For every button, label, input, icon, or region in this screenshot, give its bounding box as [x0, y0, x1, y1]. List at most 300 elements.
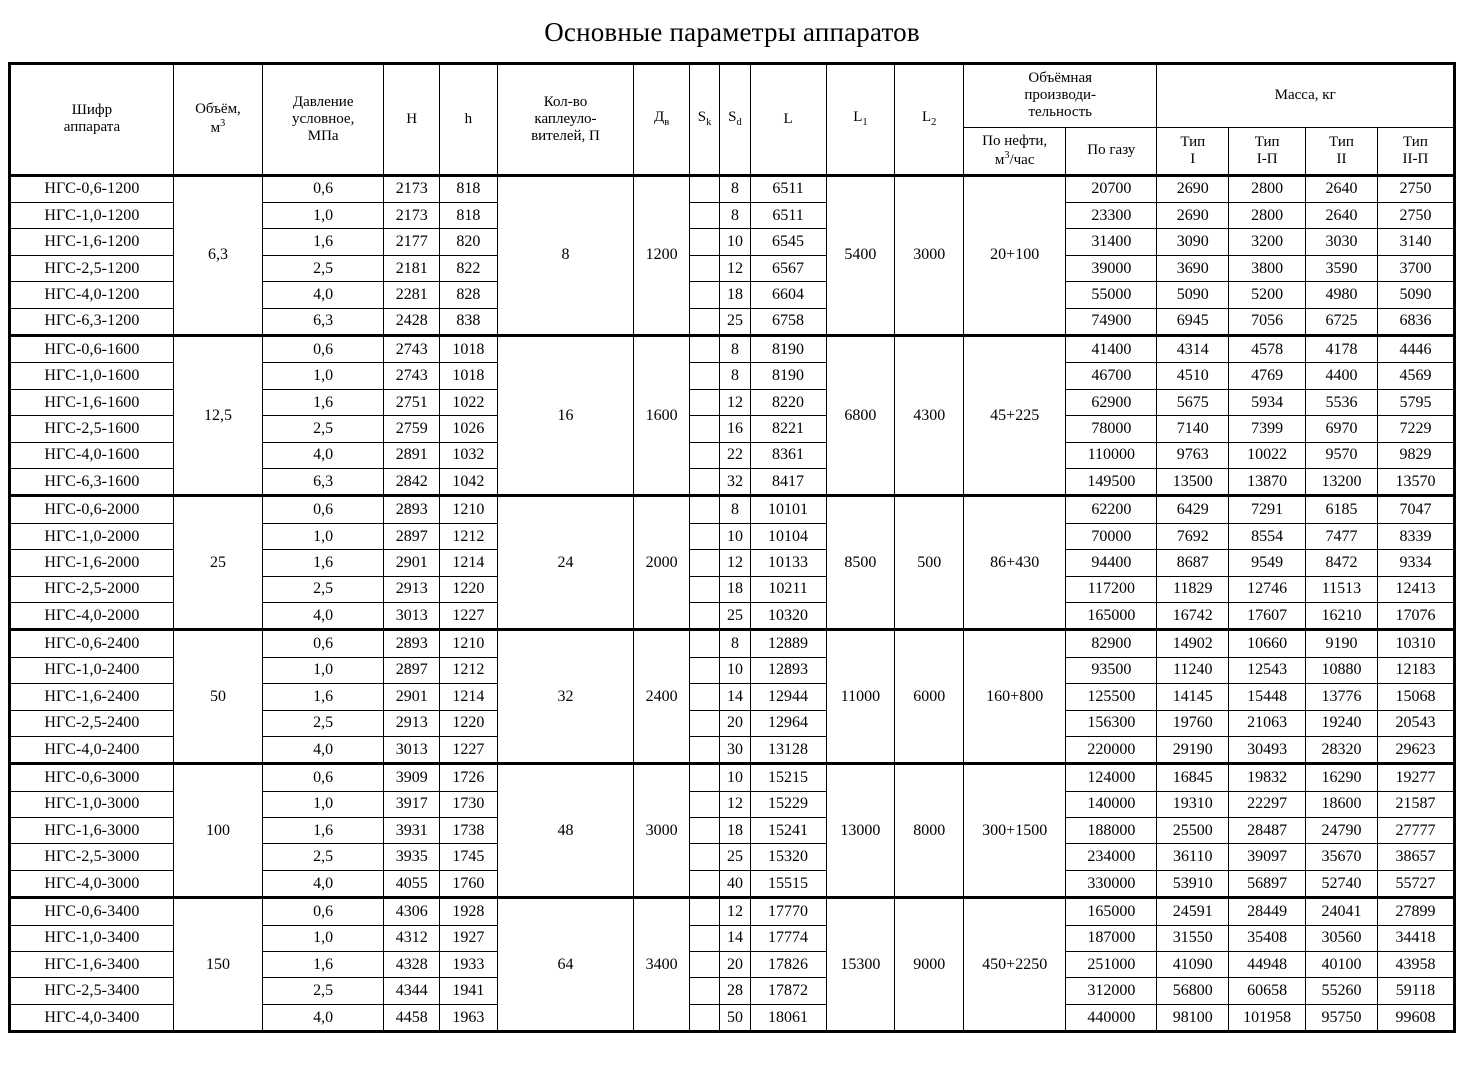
cell-capacity-by-gas: 74900 [1066, 308, 1157, 335]
cell-L: 12889 [750, 630, 826, 657]
cell-L2: 6000 [895, 630, 964, 764]
cell-capacity-by-gas: 149500 [1066, 468, 1157, 495]
cell-droplet-count: 8 [497, 175, 634, 335]
cell-mass-type-2p: 12183 [1377, 657, 1454, 683]
cell-mass-type-2: 6725 [1306, 308, 1378, 335]
cell-capacity-by-gas: 440000 [1066, 1004, 1157, 1031]
cell-mass-type-1: 14902 [1157, 630, 1229, 657]
cell-Sd: 8 [720, 336, 750, 363]
header-droplet-count: Кол-во каплеуло- вителей, П [497, 63, 634, 175]
cell-mass-type-2p: 3140 [1377, 229, 1454, 255]
cell-Sd: 8 [720, 175, 750, 202]
cell-droplet-count: 24 [497, 496, 634, 630]
cell-mass-type-2: 11513 [1306, 576, 1378, 602]
cell-L: 8190 [750, 336, 826, 363]
cell-mass-type-2p: 27777 [1377, 818, 1454, 844]
cell-L: 15241 [750, 818, 826, 844]
table-row [10, 336, 1455, 363]
cell-mass-type-1: 31550 [1157, 925, 1229, 951]
cell-mass-type-1: 29190 [1157, 736, 1229, 763]
cell-mass-type-1: 36110 [1157, 844, 1229, 870]
cell-mass-type-2p: 38657 [1377, 844, 1454, 870]
cell-Sd: 8 [720, 496, 750, 523]
cell-capacity-by-gas: 62200 [1066, 496, 1157, 523]
cell-h: 1941 [440, 978, 498, 1004]
cell-Sk [689, 468, 719, 495]
cell-mass-type-1p: 7056 [1229, 308, 1306, 335]
cell-L: 10104 [750, 523, 826, 549]
cell-h: 1212 [440, 657, 498, 683]
cell-h: 1212 [440, 523, 498, 549]
header-Sd: $S_d$ [720, 63, 750, 175]
table-header [10, 63, 1455, 175]
cell-mass-type-2: 30560 [1306, 925, 1378, 951]
cell-h: 1227 [440, 736, 498, 763]
cell-Sk [689, 576, 719, 602]
cell-L2: 8000 [895, 764, 964, 898]
cell-mass-type-1p: 21063 [1229, 710, 1306, 736]
cell-L: 6511 [750, 175, 826, 202]
cell-mass-type-1p: 3800 [1229, 255, 1306, 281]
cell-apparatus-code: НГС-2,5-2000 [10, 576, 174, 602]
cell-Dv: 1600 [634, 336, 690, 496]
cell-apparatus-code: НГС-2,5-1600 [10, 416, 174, 442]
header-mass-type-2p: Тип II-П [1377, 127, 1454, 175]
cell-capacity-by-gas: 165000 [1066, 602, 1157, 629]
cell-capacity-by-gas: 94400 [1066, 550, 1157, 576]
cell-mass-type-1p: 22297 [1229, 791, 1306, 817]
cell-mass-type-2: 2640 [1306, 203, 1378, 229]
cell-mass-type-2: 24041 [1306, 898, 1378, 925]
cell-H: 3935 [384, 844, 440, 870]
cell-Sk [689, 336, 719, 363]
cell-pressure: 0,6 [262, 898, 383, 925]
cell-H: 2897 [384, 657, 440, 683]
cell-mass-type-2: 10880 [1306, 657, 1378, 683]
cell-Sd: 40 [720, 870, 750, 897]
cell-H: 2893 [384, 630, 440, 657]
cell-Sd: 14 [720, 925, 750, 951]
cell-H: 2901 [384, 550, 440, 576]
cell-pressure: 1,0 [262, 791, 383, 817]
header-h: h [440, 63, 498, 175]
cell-H: 2913 [384, 710, 440, 736]
table-row [10, 764, 1455, 791]
cell-capacity-by-gas: 187000 [1066, 925, 1157, 951]
cell-Sk [689, 389, 719, 415]
cell-mass-type-2p: 2750 [1377, 203, 1454, 229]
cell-mass-type-1: 5090 [1157, 282, 1229, 308]
cell-apparatus-code: НГС-1,6-1600 [10, 389, 174, 415]
cell-Sd: 28 [720, 978, 750, 1004]
cell-mass-type-2: 18600 [1306, 791, 1378, 817]
table-body [10, 175, 1455, 1032]
cell-mass-type-1: 6945 [1157, 308, 1229, 335]
cell-L: 8190 [750, 363, 826, 389]
cell-pressure: 6,3 [262, 468, 383, 495]
cell-h: 1220 [440, 710, 498, 736]
cell-h: 1018 [440, 363, 498, 389]
cell-mass-type-2: 5536 [1306, 389, 1378, 415]
cell-apparatus-code: НГС-1,0-1200 [10, 203, 174, 229]
cell-H: 3931 [384, 818, 440, 844]
cell-Sk [689, 898, 719, 925]
cell-Sd: 8 [720, 203, 750, 229]
cell-L: 15215 [750, 764, 826, 791]
cell-mass-type-1: 19310 [1157, 791, 1229, 817]
cell-volume: 6,3 [173, 175, 262, 335]
cell-L: 8361 [750, 442, 826, 468]
cell-mass-type-2p: 21587 [1377, 791, 1454, 817]
cell-h: 1738 [440, 818, 498, 844]
cell-Sd: 25 [720, 602, 750, 629]
cell-pressure: 2,5 [262, 576, 383, 602]
cell-h: 820 [440, 229, 498, 255]
cell-capacity-by-gas: 20700 [1066, 175, 1157, 202]
cell-Sd: 12 [720, 389, 750, 415]
cell-H: 4312 [384, 925, 440, 951]
cell-H: 2173 [384, 203, 440, 229]
cell-apparatus-code: НГС-2,5-2400 [10, 710, 174, 736]
cell-apparatus-code: НГС-0,6-2000 [10, 496, 174, 523]
cell-mass-type-2p: 99608 [1377, 1004, 1454, 1031]
cell-Sd: 8 [720, 363, 750, 389]
cell-h: 1018 [440, 336, 498, 363]
cell-mass-type-1: 16845 [1157, 764, 1229, 791]
cell-Sd: 10 [720, 229, 750, 255]
cell-L: 13128 [750, 736, 826, 763]
cell-h: 818 [440, 175, 498, 202]
cell-mass-type-2: 7477 [1306, 523, 1378, 549]
cell-mass-type-1: 4510 [1157, 363, 1229, 389]
cell-Sd: 12 [720, 791, 750, 817]
cell-pressure: 1,6 [262, 684, 383, 710]
cell-mass-type-1p: 4769 [1229, 363, 1306, 389]
cell-capacity-by-oil: 86+430 [964, 496, 1066, 630]
cell-Sk [689, 870, 719, 897]
cell-h: 1042 [440, 468, 498, 495]
cell-L: 18061 [750, 1004, 826, 1031]
cell-h: 1927 [440, 925, 498, 951]
cell-Sd: 25 [720, 844, 750, 870]
cell-apparatus-code: НГС-4,0-3400 [10, 1004, 174, 1031]
cell-mass-type-2: 4178 [1306, 336, 1378, 363]
cell-H: 2842 [384, 468, 440, 495]
cell-H: 3013 [384, 736, 440, 763]
cell-H: 2893 [384, 496, 440, 523]
cell-mass-type-1: 11829 [1157, 576, 1229, 602]
cell-h: 1730 [440, 791, 498, 817]
cell-h: 1214 [440, 550, 498, 576]
cell-mass-type-2p: 20543 [1377, 710, 1454, 736]
cell-capacity-by-gas: 220000 [1066, 736, 1157, 763]
cell-Sd: 25 [720, 308, 750, 335]
cell-mass-type-1p: 7399 [1229, 416, 1306, 442]
cell-mass-type-2p: 6836 [1377, 308, 1454, 335]
header-mass-type-1p: Тип I-П [1229, 127, 1306, 175]
cell-L1: 6800 [826, 336, 895, 496]
cell-capacity-by-gas: 234000 [1066, 844, 1157, 870]
cell-mass-type-2p: 9829 [1377, 442, 1454, 468]
cell-pressure: 1,0 [262, 203, 383, 229]
cell-capacity-by-gas: 62900 [1066, 389, 1157, 415]
cell-capacity-by-gas: 39000 [1066, 255, 1157, 281]
cell-h: 1760 [440, 870, 498, 897]
cell-L1: 15300 [826, 898, 895, 1032]
cell-mass-type-2: 6185 [1306, 496, 1378, 523]
cell-capacity-by-gas: 165000 [1066, 898, 1157, 925]
cell-mass-type-1: 98100 [1157, 1004, 1229, 1031]
cell-pressure: 0,6 [262, 175, 383, 202]
cell-mass-type-1: 6429 [1157, 496, 1229, 523]
cell-mass-type-2p: 5090 [1377, 282, 1454, 308]
header-L2: $L_2$ [895, 63, 964, 175]
cell-L: 12944 [750, 684, 826, 710]
cell-mass-type-1: 24591 [1157, 898, 1229, 925]
cell-apparatus-code: НГС-4,0-1200 [10, 282, 174, 308]
cell-apparatus-code: НГС-0,6-1600 [10, 336, 174, 363]
cell-h: 1220 [440, 576, 498, 602]
cell-L: 10320 [750, 602, 826, 629]
cell-mass-type-1p: 10022 [1229, 442, 1306, 468]
cell-H: 4055 [384, 870, 440, 897]
cell-L: 8221 [750, 416, 826, 442]
cell-L2: 500 [895, 496, 964, 630]
cell-mass-type-2: 52740 [1306, 870, 1378, 897]
cell-Sk [689, 630, 719, 657]
cell-capacity-by-gas: 125500 [1066, 684, 1157, 710]
cell-L1: 11000 [826, 630, 895, 764]
cell-apparatus-code: НГС-1,0-3000 [10, 791, 174, 817]
table-row [10, 630, 1455, 657]
cell-h: 828 [440, 282, 498, 308]
cell-L: 10133 [750, 550, 826, 576]
cell-H: 4306 [384, 898, 440, 925]
cell-H: 2173 [384, 175, 440, 202]
cell-L: 6511 [750, 203, 826, 229]
cell-mass-type-2: 2640 [1306, 175, 1378, 202]
cell-apparatus-code: НГС-6,3-1600 [10, 468, 174, 495]
cell-capacity-by-gas: 82900 [1066, 630, 1157, 657]
cell-h: 1026 [440, 416, 498, 442]
header-mass-type-1: Тип I [1157, 127, 1229, 175]
cell-capacity-by-gas: 110000 [1066, 442, 1157, 468]
cell-Sk [689, 764, 719, 791]
cell-Sd: 18 [720, 818, 750, 844]
cell-h: 1227 [440, 602, 498, 629]
cell-mass-type-1p: 60658 [1229, 978, 1306, 1004]
cell-Sd: 20 [720, 952, 750, 978]
cell-mass-type-2p: 13570 [1377, 468, 1454, 495]
page-root [0, 18, 1464, 1071]
cell-L: 8417 [750, 468, 826, 495]
cell-h: 1745 [440, 844, 498, 870]
cell-mass-type-1p: 15448 [1229, 684, 1306, 710]
cell-mass-type-1p: 13870 [1229, 468, 1306, 495]
cell-mass-type-2p: 7229 [1377, 416, 1454, 442]
cell-capacity-by-gas: 23300 [1066, 203, 1157, 229]
cell-L: 6604 [750, 282, 826, 308]
cell-H: 2891 [384, 442, 440, 468]
cell-Dv: 3400 [634, 898, 690, 1032]
cell-Sk [689, 1004, 719, 1031]
cell-mass-type-2: 4400 [1306, 363, 1378, 389]
cell-apparatus-code: НГС-0,6-1200 [10, 175, 174, 202]
cell-mass-type-1: 3690 [1157, 255, 1229, 281]
cell-capacity-by-gas: 78000 [1066, 416, 1157, 442]
cell-H: 2897 [384, 523, 440, 549]
cell-H: 2743 [384, 336, 440, 363]
cell-mass-type-2p: 12413 [1377, 576, 1454, 602]
cell-mass-type-2p: 17076 [1377, 602, 1454, 629]
cell-pressure: 4,0 [262, 736, 383, 763]
cell-mass-type-1: 2690 [1157, 203, 1229, 229]
header-code: Шифр аппарата [10, 63, 174, 175]
cell-mass-type-1p: 5934 [1229, 389, 1306, 415]
cell-mass-type-2p: 5795 [1377, 389, 1454, 415]
cell-H: 2913 [384, 576, 440, 602]
cell-pressure: 4,0 [262, 602, 383, 629]
parameters-table [8, 62, 1456, 1034]
header-pressure: Давление условное, МПа [262, 63, 383, 175]
cell-mass-type-2p: 43958 [1377, 952, 1454, 978]
cell-apparatus-code: НГС-2,5-3000 [10, 844, 174, 870]
cell-h: 1022 [440, 389, 498, 415]
cell-apparatus-code: НГС-0,6-3000 [10, 764, 174, 791]
cell-pressure: 1,6 [262, 389, 383, 415]
cell-L2: 9000 [895, 898, 964, 1032]
cell-L: 15320 [750, 844, 826, 870]
cell-pressure: 0,6 [262, 630, 383, 657]
cell-h: 838 [440, 308, 498, 335]
cell-pressure: 1,6 [262, 818, 383, 844]
cell-mass-type-1p: 7291 [1229, 496, 1306, 523]
cell-capacity-by-oil: 160+800 [964, 630, 1066, 764]
cell-apparatus-code: НГС-0,6-3400 [10, 898, 174, 925]
header-mass-type-2: Тип II [1306, 127, 1378, 175]
cell-apparatus-code: НГС-1,6-2000 [10, 550, 174, 576]
cell-L: 17770 [750, 898, 826, 925]
cell-mass-type-1: 2690 [1157, 175, 1229, 202]
cell-volume: 100 [173, 764, 262, 898]
cell-Sk [689, 255, 719, 281]
cell-mass-type-2: 55260 [1306, 978, 1378, 1004]
cell-Sk [689, 416, 719, 442]
cell-h: 1032 [440, 442, 498, 468]
cell-H: 2751 [384, 389, 440, 415]
cell-droplet-count: 64 [497, 898, 634, 1032]
cell-mass-type-1p: 101958 [1229, 1004, 1306, 1031]
cell-H: 2901 [384, 684, 440, 710]
cell-mass-type-1p: 28449 [1229, 898, 1306, 925]
cell-mass-type-1: 7692 [1157, 523, 1229, 549]
cell-Dv: 1200 [634, 175, 690, 335]
cell-L: 17774 [750, 925, 826, 951]
cell-Sk [689, 925, 719, 951]
cell-volume: 50 [173, 630, 262, 764]
cell-h: 1726 [440, 764, 498, 791]
cell-mass-type-2: 4980 [1306, 282, 1378, 308]
cell-capacity-by-gas: 188000 [1066, 818, 1157, 844]
cell-L: 10211 [750, 576, 826, 602]
cell-mass-type-1p: 30493 [1229, 736, 1306, 763]
header-Sk: $S_k$ [689, 63, 719, 175]
cell-mass-type-2p: 29623 [1377, 736, 1454, 763]
cell-Sd: 18 [720, 576, 750, 602]
cell-pressure: 4,0 [262, 1004, 383, 1031]
cell-mass-type-2p: 8339 [1377, 523, 1454, 549]
cell-mass-type-1: 9763 [1157, 442, 1229, 468]
cell-H: 2281 [384, 282, 440, 308]
cell-h: 818 [440, 203, 498, 229]
cell-apparatus-code: НГС-1,0-3400 [10, 925, 174, 951]
cell-Sk [689, 952, 719, 978]
cell-apparatus-code: НГС-1,0-2000 [10, 523, 174, 549]
cell-pressure: 1,0 [262, 523, 383, 549]
cell-L: 17872 [750, 978, 826, 1004]
cell-Sk [689, 282, 719, 308]
cell-mass-type-1p: 3200 [1229, 229, 1306, 255]
cell-capacity-by-gas: 46700 [1066, 363, 1157, 389]
cell-pressure: 0,6 [262, 496, 383, 523]
header-L: L [750, 63, 826, 175]
cell-capacity-by-gas: 330000 [1066, 870, 1157, 897]
cell-mass-type-1p: 10660 [1229, 630, 1306, 657]
cell-L: 12893 [750, 657, 826, 683]
cell-Sk [689, 203, 719, 229]
cell-Sd: 20 [720, 710, 750, 736]
cell-capacity-by-oil: 450+2250 [964, 898, 1066, 1032]
cell-mass-type-2p: 34418 [1377, 925, 1454, 951]
cell-pressure: 4,0 [262, 870, 383, 897]
cell-Sd: 10 [720, 523, 750, 549]
cell-mass-type-1: 11240 [1157, 657, 1229, 683]
cell-apparatus-code: НГС-1,6-2400 [10, 684, 174, 710]
cell-Sk [689, 550, 719, 576]
cell-H: 4458 [384, 1004, 440, 1031]
cell-mass-type-1p: 35408 [1229, 925, 1306, 951]
cell-L: 17826 [750, 952, 826, 978]
cell-capacity-by-gas: 117200 [1066, 576, 1157, 602]
cell-Sk [689, 496, 719, 523]
cell-L2: 3000 [895, 175, 964, 335]
cell-mass-type-2: 28320 [1306, 736, 1378, 763]
cell-pressure: 1,6 [262, 550, 383, 576]
cell-L1: 5400 [826, 175, 895, 335]
cell-Sd: 8 [720, 630, 750, 657]
header-volume: Объём, $м^3$ [173, 63, 262, 175]
cell-mass-type-1p: 4578 [1229, 336, 1306, 363]
cell-capacity-by-gas: 140000 [1066, 791, 1157, 817]
cell-Dv: 2000 [634, 496, 690, 630]
cell-apparatus-code: НГС-1,0-2400 [10, 657, 174, 683]
cell-mass-type-1p: 2800 [1229, 203, 1306, 229]
cell-H: 3013 [384, 602, 440, 629]
cell-pressure: 6,3 [262, 308, 383, 335]
cell-capacity-by-gas: 41400 [1066, 336, 1157, 363]
cell-Sk [689, 684, 719, 710]
cell-mass-type-1: 53910 [1157, 870, 1229, 897]
cell-H: 2177 [384, 229, 440, 255]
cell-mass-type-1p: 19832 [1229, 764, 1306, 791]
cell-mass-type-2: 40100 [1306, 952, 1378, 978]
cell-mass-type-1p: 28487 [1229, 818, 1306, 844]
cell-mass-type-2p: 4446 [1377, 336, 1454, 363]
cell-apparatus-code: НГС-1,6-3000 [10, 818, 174, 844]
cell-apparatus-code: НГС-6,3-1200 [10, 308, 174, 335]
cell-mass-type-1: 4314 [1157, 336, 1229, 363]
cell-capacity-by-gas: 251000 [1066, 952, 1157, 978]
